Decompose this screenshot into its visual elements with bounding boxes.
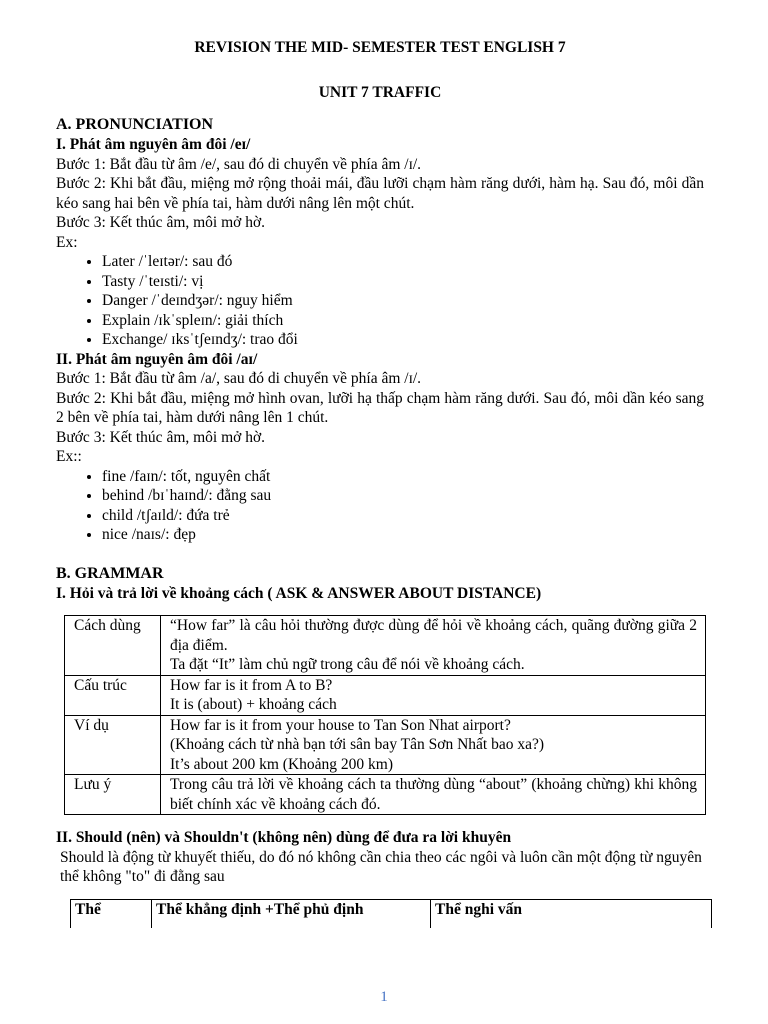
table-row	[65, 775, 706, 815]
cell-line: “How far” là câu hỏi thường được dùng để hỏi về khoảng cách, quãng đường giữa 2 địa điểm.	[170, 617, 697, 654]
table-row	[65, 616, 706, 676]
grammar-part2-heading: II. Should (nên) và Shouldn't (không nên) dùng để đưa ra lời khuyên	[56, 829, 512, 846]
step-3: Bước 3: Kết thúc âm, môi mở hờ.	[56, 428, 266, 446]
pronunciation-heading: A. PRONUNCIATION	[56, 116, 214, 133]
list-item: • Exchange/ ɪksˈtʃeɪndʒ/: trao đổi	[102, 330, 704, 350]
table-header-interrogative: Thể nghi vấn	[431, 899, 712, 928]
step-2: Bước 2: Khi bắt đầu, miệng mở hình ovan, lưỡi hạ thấp chạm hàm răng dưới. Sau đó, môi dần kéo sang 2 bên về phía tai, hàm dưới nâng lên 1 chút.	[56, 389, 704, 426]
table-header-affirmative-negative: Thể khẳng định +Thể phủ định	[152, 899, 431, 928]
table-cell-value	[161, 775, 706, 815]
cell-line: How far is it from A to B?	[170, 676, 333, 694]
distance-table	[64, 615, 706, 815]
examples-list-ai	[56, 467, 704, 545]
pronunciation-part1-heading: I. Phát âm nguyên âm đôi /eɪ/	[56, 136, 251, 153]
list-item: • Tasty /ˈteɪsti/: vị	[102, 272, 704, 292]
unit-title: UNIT 7 TRAFFIC	[318, 83, 442, 101]
pronunciation-part2-heading: II. Phát âm nguyên âm đôi /aɪ/	[56, 350, 258, 368]
cell-line: (Khoảng cách từ nhà bạn tới sân bay Tân Sơn Nhất bao xa?)	[170, 736, 545, 753]
page-number: 1	[380, 989, 388, 1005]
step-1: Bước 1: Bắt đầu từ âm /a/, sau đó di chuyển về phía âm /ɪ/.	[56, 370, 422, 387]
grammar-heading: B. GRAMMAR	[56, 564, 164, 582]
table-row	[65, 675, 706, 715]
cell-line: How far is it from your house to Tan Son Nhat airport?	[170, 716, 511, 734]
cell-line: It is (about) + khoảng cách	[170, 696, 337, 713]
list-item: • child /tʃaɪld/: đứa trẻ	[102, 506, 704, 526]
list-item: • Later /ˈleɪtər/: sau đó	[102, 252, 704, 272]
table-cell-key: Ví dụ	[65, 715, 161, 775]
table-cell-value	[161, 616, 706, 676]
should-description: Should là động từ khuyết thiếu, do đó nó không cần chia theo các ngôi và luôn cần một động từ nguyên thể không "to" đi đằng sau	[60, 848, 702, 885]
ex-label: Ex::	[56, 448, 82, 465]
table-cell-value	[161, 715, 706, 775]
table-cell-key: Cấu trúc	[65, 675, 161, 715]
table-row	[65, 715, 706, 775]
document-title: REVISION THE MID- SEMESTER TEST ENGLISH 7	[194, 39, 566, 56]
table-header-form: Thể	[71, 899, 152, 928]
list-item: • Explain /ɪkˈspleɪn/: giải thích	[102, 311, 704, 331]
should-table	[70, 899, 712, 928]
list-item: • fine /faɪn/: tốt, nguyên chất	[102, 467, 704, 487]
document-page	[56, 38, 704, 928]
ex-label: Ex:	[56, 233, 78, 251]
table-cell-value	[161, 675, 706, 715]
table-cell-key: Cách dùng	[65, 616, 161, 676]
cell-line: It’s about 200 km (Khoảng 200 km)	[170, 755, 394, 773]
table-cell-key: Lưu ý	[65, 775, 161, 815]
step-3: Bước 3: Kết thúc âm, môi mở hờ.	[56, 214, 266, 231]
grammar-part1-heading: I. Hỏi và trả lời về khoảng cách ( ASK & ANSWER ABOUT DISTANCE)	[56, 584, 542, 602]
list-item: • Danger /ˈdeɪndʒər/: nguy hiểm	[102, 291, 704, 311]
table-row	[71, 899, 712, 928]
cell-line: Ta đặt “It” làm chủ ngữ trong câu để nói về khoảng cách.	[170, 656, 525, 673]
list-item: • behind /bɪˈhaɪnd/: đằng sau	[102, 486, 704, 506]
cell-line: Trong câu trả lời về khoảng cách ta thường dùng “about” (khoảng chừng) khi không biết chính xác về khoảng cách đó.	[170, 776, 697, 813]
step-1: Bước 1: Bắt đầu từ âm /e/, sau đó di chuyển về phía âm /ɪ/.	[56, 155, 422, 173]
examples-list-ei	[56, 252, 704, 350]
list-item: • nice /naɪs/: đẹp	[102, 525, 704, 545]
step-2: Bước 2: Khi bắt đầu, miệng mở rộng thoải mái, đầu lưỡi chạm hàm răng dưới, hàm hạ. Sau đó, môi dần kéo sang hai bên về phía tai, hàm dưới nâng lên một chút.	[56, 175, 704, 212]
